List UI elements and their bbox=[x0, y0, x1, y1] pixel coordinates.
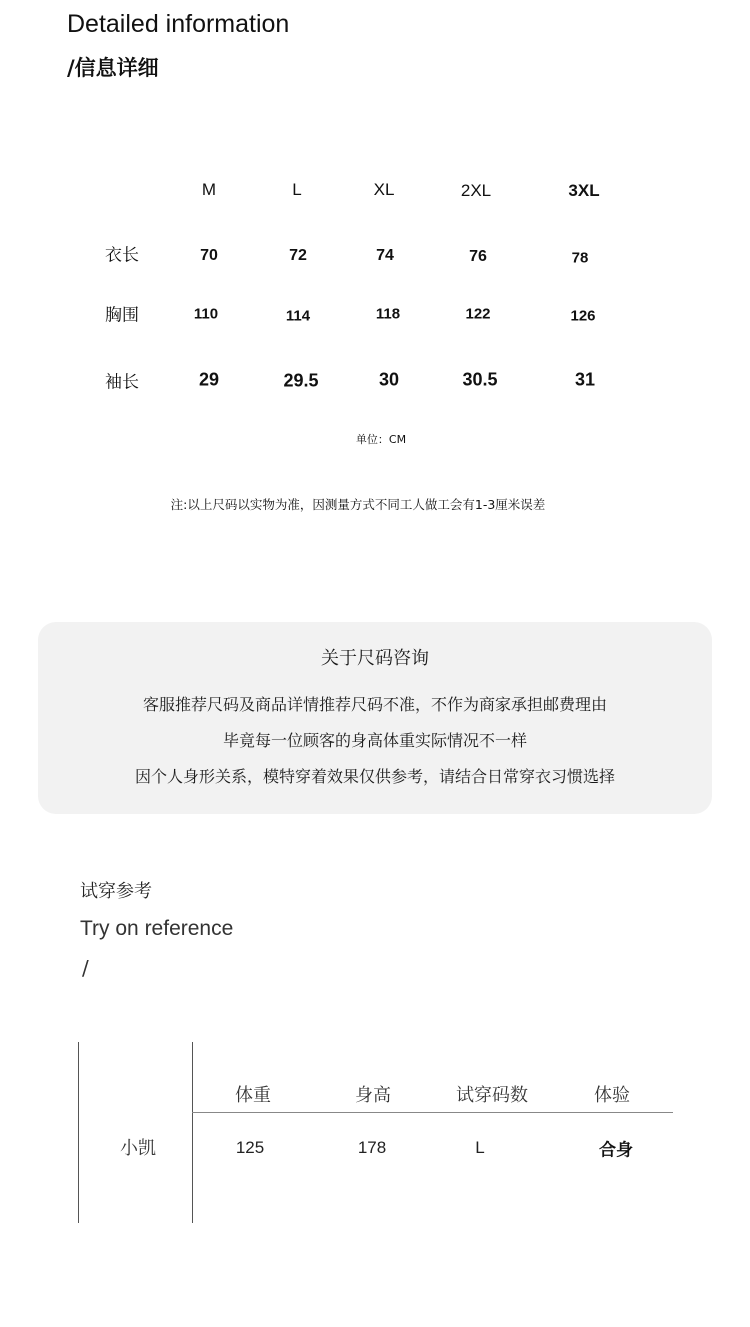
try-on-title-en: Try on reference bbox=[80, 917, 234, 940]
header-weight: 体重 bbox=[235, 1085, 271, 1106]
model-fit: 合身 bbox=[599, 1140, 633, 1161]
header-size-tried: 试穿码数 bbox=[456, 1085, 528, 1106]
advice-line: 客服推荐尺码及商品详情推荐尺码不准，不作为商家承担邮费理由 bbox=[142, 695, 607, 714]
model-size: L bbox=[475, 1138, 485, 1157]
cell-length-xl: 74 bbox=[376, 247, 394, 264]
advice-heading: 关于尺码咨询 bbox=[321, 648, 429, 669]
measurement-note: 注:以上尺码以实物为准，因测量方式不同工人做工会有1-3厘米误差 bbox=[170, 497, 546, 512]
cell-sleeve-3xl: 31 bbox=[574, 369, 596, 390]
header-height: 身高 bbox=[355, 1085, 391, 1106]
try-on-slash: / bbox=[82, 956, 89, 980]
cell-sleeve-l: 29.5 bbox=[283, 370, 319, 391]
size-header-3xl: 3XL bbox=[568, 181, 600, 200]
cell-chest-m: 110 bbox=[193, 305, 219, 323]
cell-chest-3xl: 126 bbox=[570, 307, 596, 325]
unit-label: 单位：CM bbox=[355, 433, 407, 446]
size-header-l: L bbox=[292, 180, 302, 199]
cell-chest-xl: 118 bbox=[375, 305, 401, 323]
model-height: 178 bbox=[357, 1138, 387, 1157]
cell-chest-2xl: 122 bbox=[465, 305, 491, 323]
table-divider bbox=[192, 1042, 193, 1223]
title-english: Detailed information bbox=[67, 10, 290, 38]
cell-sleeve-m: 29 bbox=[198, 369, 220, 390]
title-chinese: /信息详细 bbox=[67, 56, 159, 80]
cell-sleeve-xl: 30 bbox=[378, 369, 400, 390]
table-left-border bbox=[78, 1042, 79, 1223]
cell-chest-l: 114 bbox=[285, 307, 311, 325]
cell-length-3xl: 78 bbox=[571, 249, 589, 267]
size-header-xl: XL bbox=[373, 180, 395, 199]
cell-sleeve-2xl: 30.5 bbox=[462, 369, 498, 390]
size-header-m: M bbox=[201, 180, 217, 199]
try-on-title-cn: 试穿参考 bbox=[80, 881, 152, 902]
size-header-2xl: 2XL bbox=[460, 181, 492, 200]
advice-line: 毕竟每一位顾客的身高体重实际情况不一样 bbox=[222, 731, 527, 750]
header-experience: 体验 bbox=[594, 1085, 630, 1106]
size-advice-panel bbox=[38, 622, 712, 814]
advice-line: 因个人身形关系，模特穿着效果仅供参考，请结合日常穿衣习惯选择 bbox=[134, 767, 615, 786]
cell-length-m: 70 bbox=[200, 247, 218, 264]
row-label-chest: 胸围 bbox=[105, 305, 139, 326]
cell-length-l: 72 bbox=[289, 247, 307, 264]
row-label-length: 衣长 bbox=[105, 245, 139, 266]
model-name: 小凯 bbox=[120, 1138, 156, 1159]
row-label-sleeve: 袖长 bbox=[105, 372, 139, 393]
header-underline bbox=[192, 1112, 673, 1113]
model-weight: 125 bbox=[235, 1138, 265, 1157]
cell-length-2xl: 76 bbox=[469, 248, 487, 265]
